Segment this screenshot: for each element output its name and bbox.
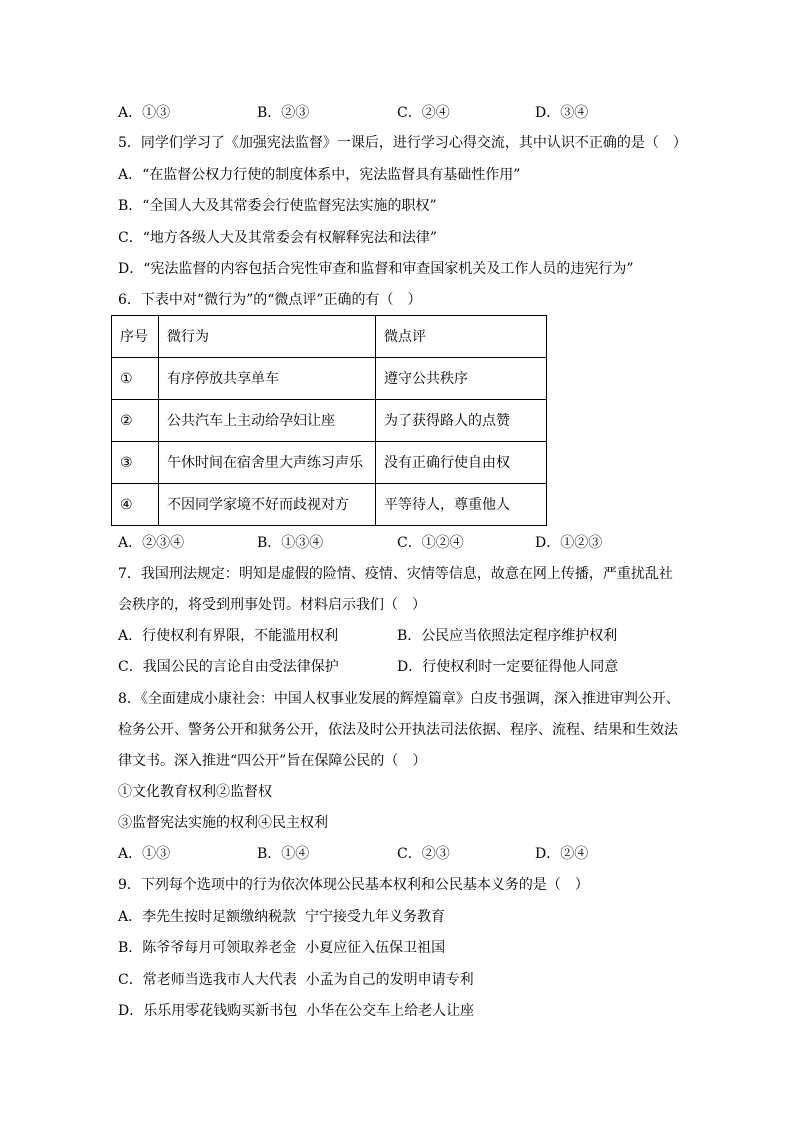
- q4-option-d: D．③④: [535, 105, 589, 121]
- table-cell: 有序停放共享单车: [159, 358, 376, 400]
- q5-option-b: B．“全国人大及其常委会行使监督宪法实施的职权”: [118, 198, 437, 214]
- table-row: [112, 358, 547, 400]
- q9-stem: 9．下列每个选项中的行为依次体现公民基本权利和公民基本义务的是（ ）: [118, 877, 589, 893]
- q9-option-d: D．乐乐用零花钱购买新书包 小华在公交车上给老人让座: [118, 1003, 475, 1019]
- q6-option-a: A．②③④: [118, 535, 185, 551]
- q8-stem-line: 检务公开、警务公开和狱务公开，依法及时公开执法司法依据、程序、流程、结果和生效法: [118, 722, 678, 738]
- q9-option-a: A．李先生按时足额缴纳税款 宁宁接受九年义务教育: [118, 909, 446, 925]
- q7-stem-line: 7．我国刑法规定：明知是虚假的险情、疫情、灾情等信息，故意在网上传播，严重扰乱社: [118, 566, 673, 582]
- table-row: [112, 400, 547, 442]
- table-cell: 遵守公共秩序: [376, 358, 547, 400]
- table-cell: ①: [112, 358, 159, 400]
- q8-stem-line: 8．《全面建成小康社会：中国人权事业发展的辉煌篇章》白皮书强调，深入推进审判公开、: [118, 691, 680, 707]
- q6-option-b: B．①③④: [257, 535, 324, 551]
- table-cell: 公共汽车上主动给孕妇让座: [159, 400, 376, 442]
- q4-option-a: A．①③: [118, 105, 171, 121]
- table-row: [112, 442, 547, 484]
- table-cell: 不因同学家境不好而歧视对方: [159, 484, 376, 526]
- q9-option-c: C．常老师当选我市人大代表 小孟为自己的发明申请专利: [118, 972, 474, 988]
- q7-stem-line: 会秩序的，将受到刑事处罚。材料启示我们（ ）: [118, 597, 426, 613]
- table-cell: ④: [112, 484, 159, 526]
- table-header-cell: 微行为: [159, 316, 376, 358]
- q7-option-d: D．行使权利时一定要征得他人同意: [397, 659, 619, 675]
- table-header-cell: 序号: [112, 316, 159, 358]
- table-cell: ②: [112, 400, 159, 442]
- table-header-row: [112, 316, 547, 358]
- q6-option-c: C．①②④: [397, 535, 464, 551]
- table-cell: 午休时间在宿舍里大声练习声乐: [159, 442, 376, 484]
- q4-option-b: B．②③: [257, 105, 310, 121]
- q5-option-a: A．“在监督公权力行使的制度体系中，宪法监督具有基础性作用”: [118, 167, 521, 183]
- q5-option-c: C．“地方各级人大及其常委会有权解释宪法和法律”: [118, 230, 438, 246]
- table-row: [112, 484, 547, 526]
- q8-choice-line: ①文化教育权利②监督权: [118, 784, 272, 800]
- table-cell: ③: [112, 442, 159, 484]
- q8-option-c: C．②③: [397, 846, 450, 862]
- q4-option-c: C．②④: [397, 105, 450, 121]
- q5-option-d: D．“宪法监督的内容包括合宪性审查和监督和审查国家机关及工作人员的违宪行为”: [118, 261, 634, 277]
- table-cell: 平等待人，尊重他人: [376, 484, 547, 526]
- q8-option-d: D．②④: [535, 846, 589, 862]
- q8-choice-line: ③监督宪法实施的权利④民主权利: [118, 815, 328, 831]
- table-header-cell: 微点评: [376, 316, 547, 358]
- q8-option-b: B．①④: [257, 846, 310, 862]
- q8-stem-line: 律文书。深入推进“四公开”旨在保障公民的（ ）: [118, 753, 427, 769]
- q5-stem: 5．同学们学习了《加强宪法监督》一课后，进行学习心得交流，其中认识不正确的是（ ）: [118, 135, 687, 151]
- q7-option-a: A．行使权利有界限，不能滥用权利: [118, 628, 339, 644]
- q7-option-b: B．公民应当依照法定程序维护权利: [397, 628, 618, 644]
- q6-option-d: D．①②③: [535, 535, 603, 551]
- q7-option-c: C．我国公民的言论自由受法律保护: [118, 659, 339, 675]
- q6-table: [111, 315, 547, 526]
- table-cell: 没有正确行使自由权: [376, 442, 547, 484]
- q8-option-a: A．①③: [118, 846, 171, 862]
- table-cell: 为了获得路人的点赞: [376, 400, 547, 442]
- q6-stem: 6．下表中对“微行为”的“微点评”正确的有（ ）: [118, 292, 422, 308]
- q9-option-b: B．陈爷爷每月可领取养老金 小夏应征入伍保卫祖国: [118, 940, 446, 956]
